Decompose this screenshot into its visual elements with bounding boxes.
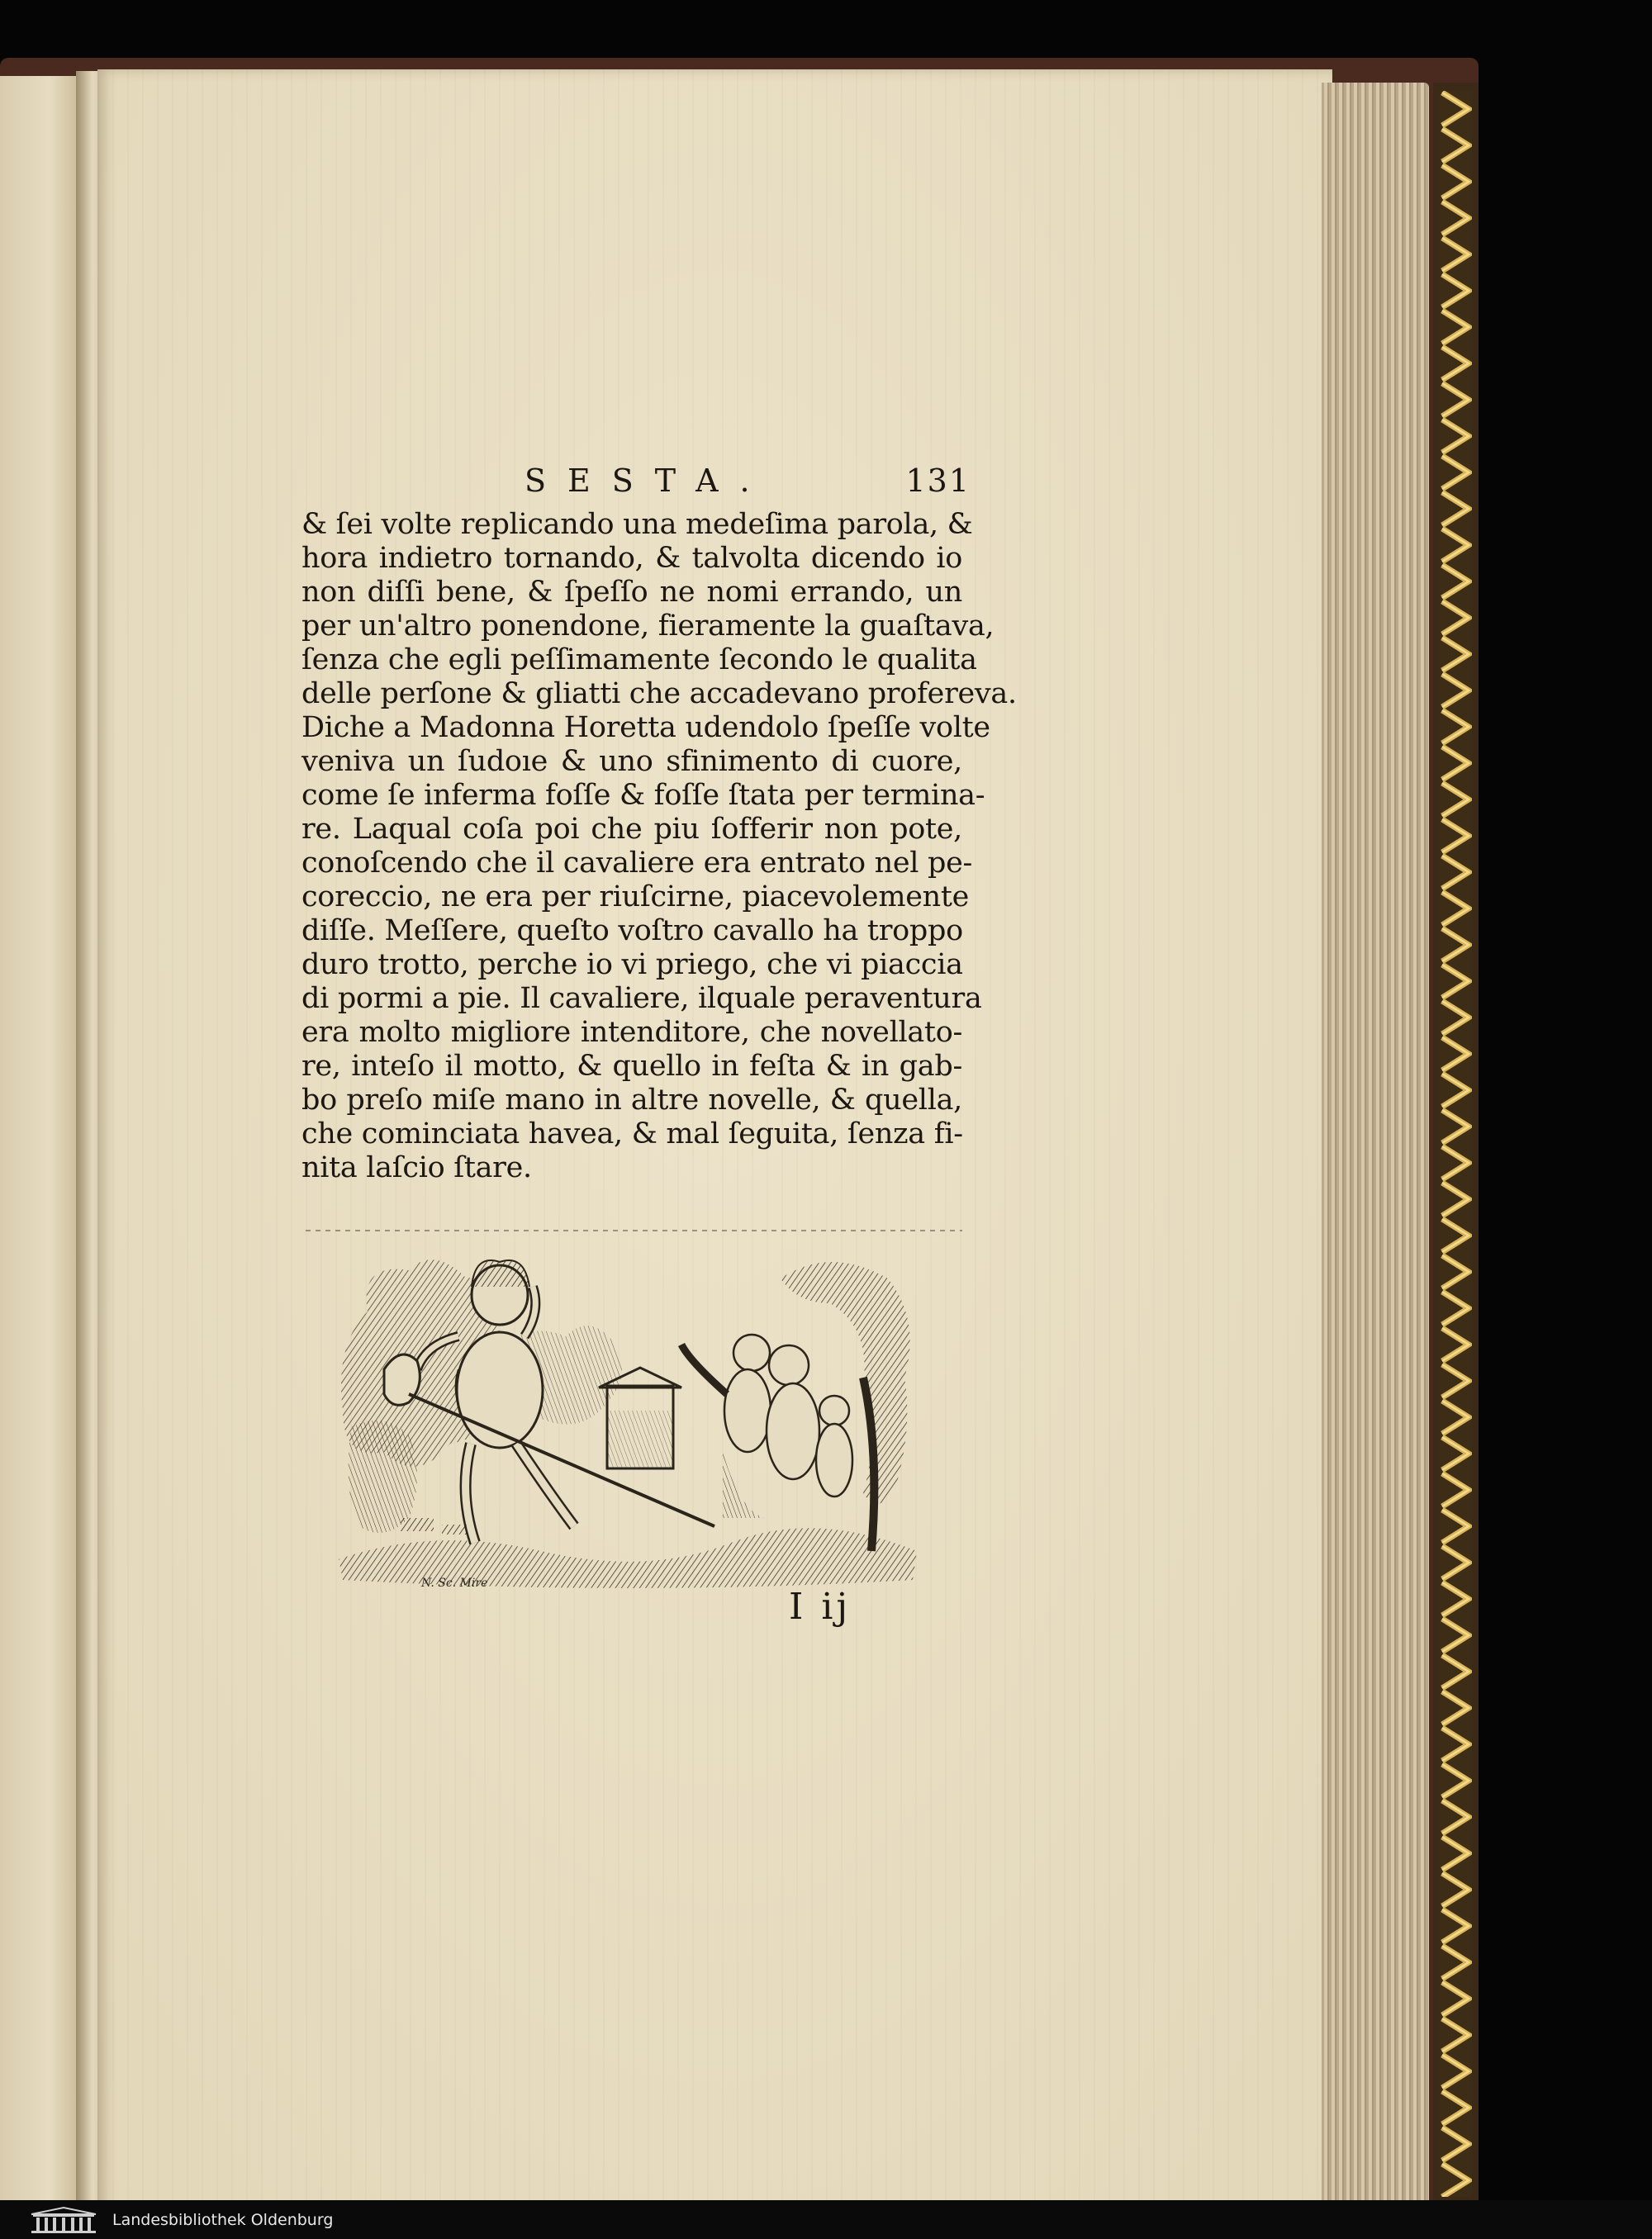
engraver-signature: N. Sc. Mire [421, 1577, 488, 1590]
text-block [301, 450, 1017, 1185]
separator-rule [306, 1230, 962, 1231]
text-line: re. Laqual coſa poi che piu ſofferir non pote, [301, 813, 962, 846]
text-line: hora indietro tornando, & talvolta dicendo io [301, 542, 962, 575]
engraved-vignette [335, 1245, 921, 1592]
text-line: come ſe inferma foſſe & foſſe ſtata per termina- [301, 779, 985, 812]
text-line: che cominciata havea, & mal ſeguita, ſenza fi- [301, 1117, 963, 1150]
text-line: di pormi a pie. Il cavaliere, ilquale peraventura [301, 982, 982, 1015]
text-line: coreccio, ne era per riuſcirne, piacevolemente [301, 880, 970, 913]
text-line: & ſei volte replicando una medeſima parola, & [301, 508, 973, 541]
library-name: Landesbibliothek Oldenburg [112, 2210, 334, 2229]
text-line: veniva un ſudoıe & uno sfinimento di cuore, [301, 745, 962, 778]
text-line: non diſſi bene, & ſpeſſo ne nomi errando, un [301, 576, 962, 609]
gilt-tooling-border [1439, 91, 1472, 2197]
text-line: ſenza che egli peſſimamente ſecondo le qualita [301, 643, 977, 676]
running-header [301, 450, 971, 508]
text-line: era molto migliore intenditore, che novellato- [301, 1016, 962, 1049]
signature-mark: I ij [789, 1586, 852, 1628]
text-line: nita laſcio ſtare. [301, 1151, 532, 1184]
text-line: bo preſo miſe mano in altre novelle, & quella, [301, 1084, 962, 1117]
text-line: Diche a Madonna Horetta udendolo ſpeſſe volte [301, 711, 990, 744]
library-building-icon [28, 2206, 99, 2234]
page-number: 131 [905, 463, 971, 499]
text-line: duro trotto, perche io vi priego, che vi piaccia [301, 948, 963, 981]
text-line: per un'altro ponendone, fieramente la guaſtava, [301, 610, 995, 643]
left-page-edge [0, 76, 83, 2207]
text-line: delle perſone & gliatti che accadevano profereva. [301, 677, 1017, 710]
text-line: conoſcendo che il cavaliere era entrato nel pe- [301, 847, 973, 880]
footer-bar [0, 2200, 1652, 2239]
text-line: diſſe. Meſſere, queſto voſtro cavallo ha troppo [301, 914, 963, 947]
text-line: re, inteſo il motto, & quello in feſta & in gab- [301, 1050, 962, 1083]
fore-edge [1322, 83, 1429, 2209]
running-head: SESTA. [525, 463, 771, 499]
